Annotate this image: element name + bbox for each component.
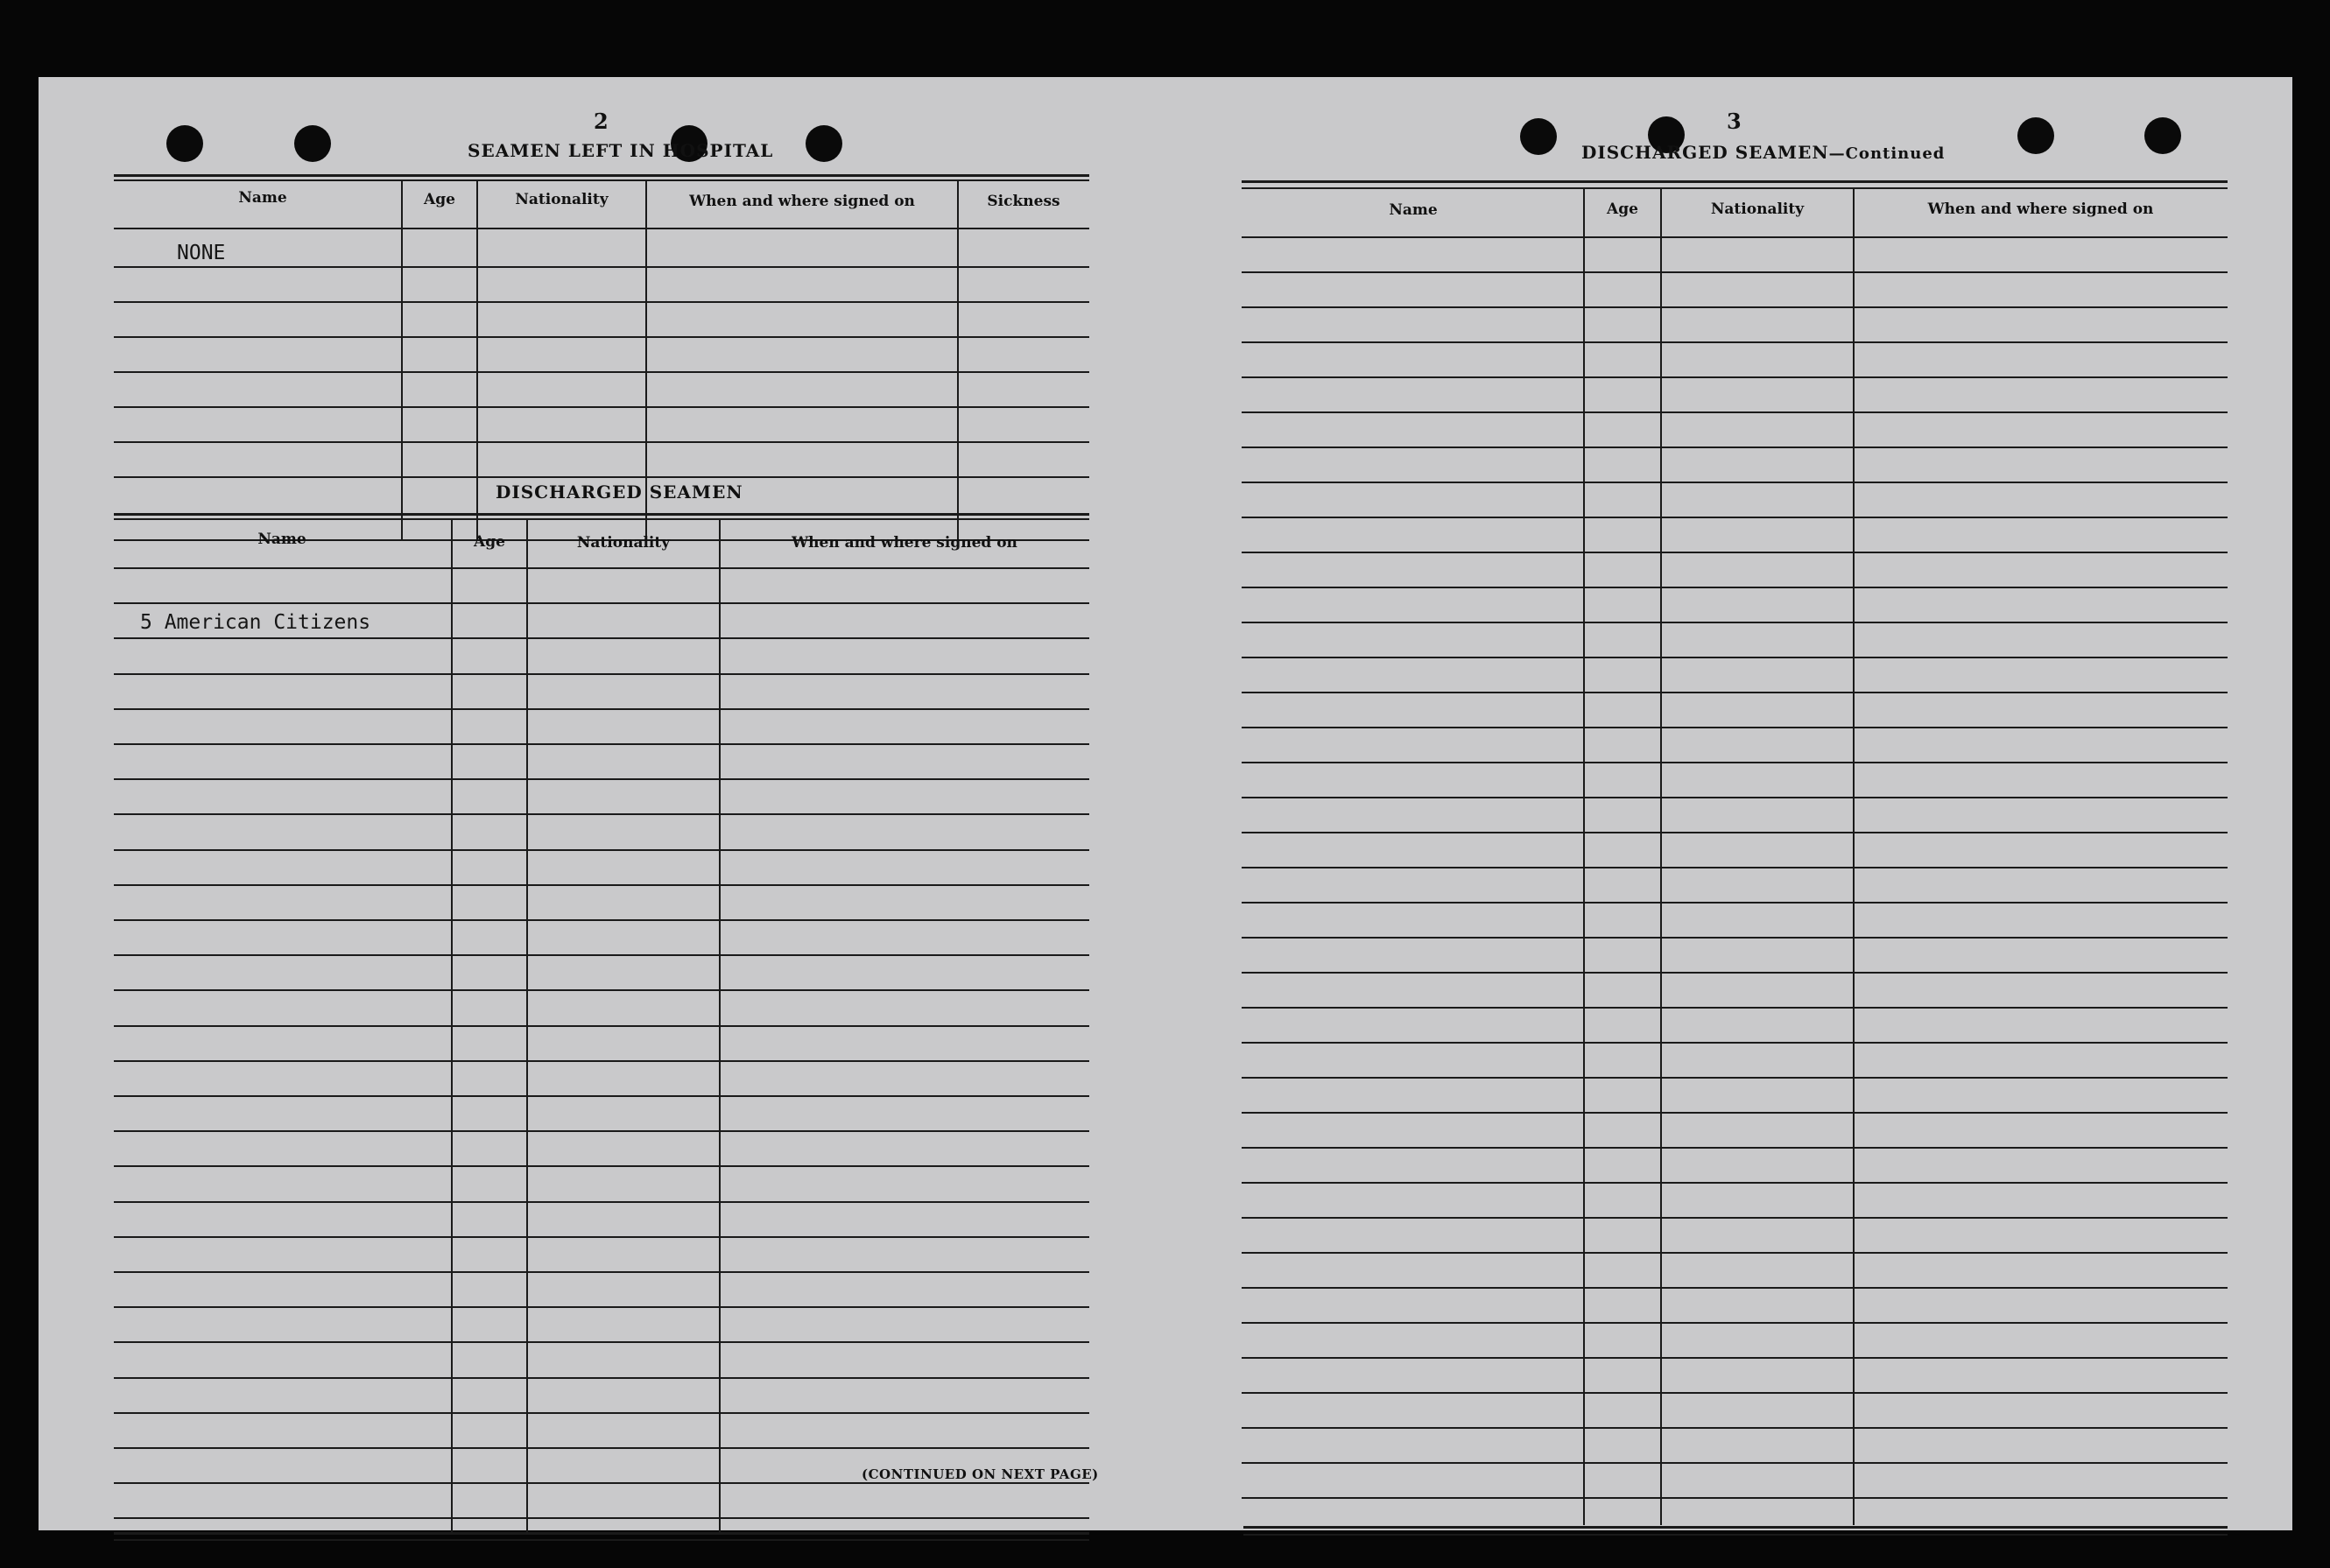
ruled-line: [114, 778, 1089, 780]
ruled-line: [114, 673, 1089, 675]
discharged-col-signed-on: When and where signed on: [792, 534, 1017, 552]
ruled-line: [1242, 1217, 2228, 1219]
page-number-left: 2: [594, 109, 609, 134]
hospital-col-signed-on: When and where signed on: [689, 193, 915, 210]
ruled-line: [1242, 1077, 2228, 1079]
ruled-line: [114, 1060, 1089, 1062]
ruled-line: [114, 1025, 1089, 1027]
punch-hole: [166, 125, 203, 162]
ruled-line: [114, 919, 1089, 921]
ruled-line: [1242, 376, 2228, 378]
ruled-line: [114, 567, 1089, 569]
ruled-line: [1242, 411, 2228, 413]
hospital-col-name: Name: [238, 189, 287, 207]
ruled-line: [114, 1165, 1089, 1167]
discharged-continued-title: [1581, 142, 1945, 163]
ruled-line: [1242, 482, 2228, 483]
ruled-line: [1242, 727, 2228, 728]
ruled-line: [1242, 1007, 2228, 1009]
ruled-line: [114, 1130, 1089, 1132]
ruled-line: [114, 1236, 1089, 1238]
hospital-col-nationality: Nationality: [515, 191, 609, 208]
form-sheet: [39, 77, 2292, 1530]
ruled-line: [114, 954, 1089, 956]
ruled-line: [1242, 902, 2228, 904]
ruled-line: [1242, 762, 2228, 763]
ruled-line: [1242, 797, 2228, 798]
discharged-col-name: Name: [257, 531, 306, 548]
ruled-line: [1242, 1042, 2228, 1044]
ruled-line: [114, 1482, 1089, 1484]
discharged-entry: 5 American Citizens: [140, 611, 371, 634]
continued-col-age: Age: [1607, 200, 1638, 218]
ruled-line: [114, 1517, 1089, 1519]
ruled-line: [114, 849, 1089, 851]
ruled-line: [1242, 657, 2228, 658]
ruled-line: [114, 708, 1089, 710]
ruled-line: [114, 743, 1089, 745]
ruled-line: [1242, 832, 2228, 833]
punch-hole: [294, 125, 331, 162]
ruled-line: [1242, 587, 2228, 588]
ruled-line: [1242, 1287, 2228, 1289]
ruled-line: [114, 1271, 1089, 1273]
ruled-line: [1242, 622, 2228, 623]
ruled-line: [1242, 1462, 2228, 1464]
ruled-line: [114, 1377, 1089, 1379]
ruled-line: [1242, 1112, 2228, 1114]
ruled-line: [1242, 341, 2228, 343]
ruled-line: [1242, 552, 2228, 553]
ruled-line: [114, 1412, 1089, 1414]
hospital-entry: NONE: [177, 242, 226, 264]
ruled-line: [1242, 972, 2228, 974]
ruled-line: [114, 1447, 1089, 1449]
ruled-line: [1242, 517, 2228, 518]
ruled-line: [1242, 1182, 2228, 1184]
punch-hole: [2017, 117, 2054, 154]
ruled-line: [1242, 1357, 2228, 1359]
ruled-line: [1242, 236, 2228, 238]
ruled-line: [114, 813, 1089, 815]
continued-col-nationality: Nationality: [1710, 200, 1805, 218]
ruled-line: [114, 1095, 1089, 1097]
ruled-line: [1242, 1147, 2228, 1149]
hospital-section-title: SEAMEN LEFT IN HOSPITAL: [468, 140, 774, 161]
ruled-line: [114, 884, 1089, 886]
ruled-line: [114, 1306, 1089, 1308]
continued-col-name: Name: [1389, 201, 1438, 219]
ruled-line: [1242, 1497, 2228, 1499]
ruled-line: [1242, 1322, 2228, 1324]
ruled-line: [1242, 692, 2228, 693]
ruled-line: [114, 602, 1089, 604]
discharged-col-age: Age: [474, 533, 505, 551]
punch-hole: [2144, 117, 2181, 154]
continued-note: (CONTINUED ON NEXT PAGE): [862, 1466, 1099, 1482]
ruled-line: [1242, 867, 2228, 868]
ruled-line: [114, 989, 1089, 991]
discharged-section-title: DISCHARGED SEAMEN: [496, 482, 743, 503]
ruled-line: [1242, 271, 2228, 273]
page-number-right: 3: [1727, 109, 1742, 134]
ruled-line: [1242, 937, 2228, 939]
ruled-line: [1242, 306, 2228, 308]
continued-col-signed-on: When and where signed on: [1927, 200, 2154, 218]
ruled-line: [1242, 446, 2228, 448]
ruled-line: [1242, 1252, 2228, 1254]
punch-hole: [806, 125, 842, 162]
punch-hole: [1520, 118, 1557, 155]
hospital-col-sickness: Sickness: [987, 193, 1060, 210]
discharged-col-nationality: Nationality: [576, 534, 671, 552]
title-suffix: —Continued: [1828, 144, 1946, 163]
ruled-line: [1242, 1392, 2228, 1394]
ruled-line: [1242, 1427, 2228, 1429]
ruled-line: [114, 637, 1089, 639]
ruled-line: [114, 1341, 1089, 1343]
title-main: DISCHARGED SEAMEN: [1581, 142, 1829, 163]
hospital-col-age: Age: [424, 191, 455, 208]
ruled-line: [114, 1201, 1089, 1203]
